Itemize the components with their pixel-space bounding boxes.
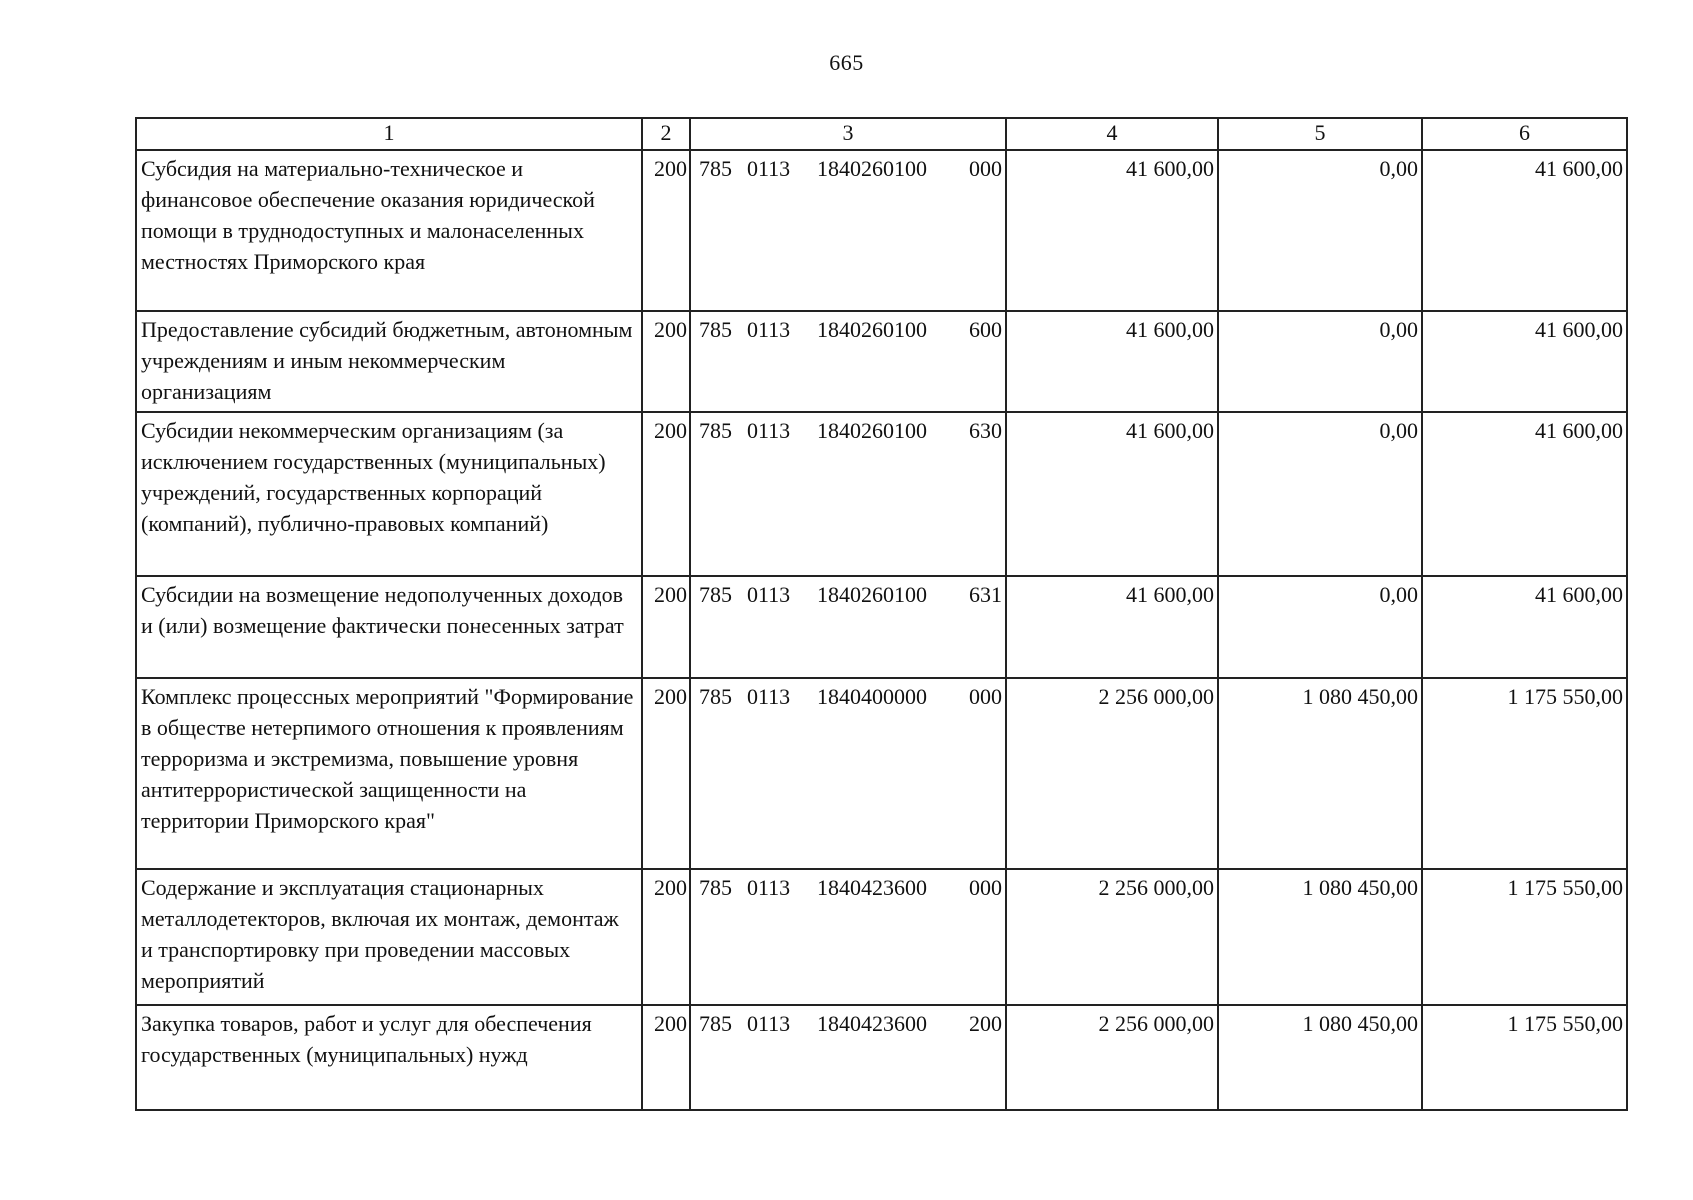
item-name: Субсидии некоммерческим организациям (за исключением государственных (муниципальных) учреждений, государственных корпораций (компаний), публично-правовых компаний) — [136, 412, 642, 576]
section-code: 200 — [642, 869, 690, 1005]
rz-code: 0113 — [747, 1011, 791, 1036]
csr-code: 1840423600 — [817, 1011, 927, 1036]
amount-col-4: 2 256 000,00 — [1006, 678, 1218, 869]
rz-code: 0113 — [747, 582, 791, 607]
vr-code: 000 — [969, 875, 1002, 900]
page-number: 665 — [829, 50, 864, 75]
table-row — [136, 576, 1627, 678]
amount-col-4: 41 600,00 — [1006, 311, 1218, 412]
amount-col-6: 41 600,00 — [1422, 150, 1627, 311]
rz-code: 0113 — [747, 684, 791, 709]
section-code: 200 — [642, 150, 690, 311]
amount-col-5: 1 080 450,00 — [1218, 678, 1422, 869]
header-col-6: 6 — [1422, 118, 1627, 150]
vr-code: 630 — [969, 418, 1002, 443]
section-code: 200 — [642, 678, 690, 869]
vr-code: 631 — [969, 582, 1002, 607]
gr-code: 785 — [699, 418, 732, 443]
budget-code — [690, 678, 1006, 869]
vr-code: 000 — [969, 684, 1002, 709]
csr-code: 1840260100 — [817, 582, 927, 607]
amount-col-4: 41 600,00 — [1006, 412, 1218, 576]
table-row — [136, 412, 1627, 576]
table-row — [136, 150, 1627, 311]
amount-col-6: 41 600,00 — [1422, 311, 1627, 412]
csr-code: 1840400000 — [817, 684, 927, 709]
budget-code — [690, 311, 1006, 412]
header-row — [136, 118, 1627, 150]
budget-code — [690, 869, 1006, 1005]
header-col-5: 5 — [1218, 118, 1422, 150]
amount-col-5: 0,00 — [1218, 150, 1422, 311]
amount-col-6: 1 175 550,00 — [1422, 869, 1627, 1005]
amount-col-4: 2 256 000,00 — [1006, 1005, 1218, 1110]
gr-code: 785 — [699, 1011, 732, 1036]
amount-col-5: 0,00 — [1218, 412, 1422, 576]
amount-col-6: 41 600,00 — [1422, 412, 1627, 576]
amount-col-6: 41 600,00 — [1422, 576, 1627, 678]
item-name: Комплекс процессных мероприятий "Формирование в обществе нетерпимого отношения к проявлениям терроризма и экстремизма, повышение уровня антитеррористической защищенности на территории Приморского края" — [136, 678, 642, 869]
amount-col-5: 1 080 450,00 — [1218, 869, 1422, 1005]
amount-col-5: 0,00 — [1218, 576, 1422, 678]
header-col-4: 4 — [1006, 118, 1218, 150]
amount-col-6: 1 175 550,00 — [1422, 678, 1627, 869]
item-name: Субсидии на возмещение недополученных доходов и (или) возмещение фактически понесенных затрат — [136, 576, 642, 678]
gr-code: 785 — [699, 875, 732, 900]
budget-code — [690, 150, 1006, 311]
amount-col-4: 41 600,00 — [1006, 576, 1218, 678]
item-name: Предоставление субсидий бюджетным, автономным учреждениям и иным некоммерческим организациям — [136, 311, 642, 412]
budget-code — [690, 576, 1006, 678]
csr-code: 1840423600 — [817, 875, 927, 900]
gr-code: 785 — [699, 317, 732, 342]
item-name: Субсидия на материально-техническое и финансовое обеспечение оказания юридической помощи в труднодоступных и малонаселенных местностях Приморского края — [136, 150, 642, 311]
rz-code: 0113 — [747, 156, 791, 181]
budget-code — [690, 412, 1006, 576]
amount-col-5: 0,00 — [1218, 311, 1422, 412]
amount-col-4: 2 256 000,00 — [1006, 869, 1218, 1005]
header-col-1: 1 — [136, 118, 642, 150]
vr-code: 600 — [969, 317, 1002, 342]
table-row — [136, 311, 1627, 412]
header-col-3: 3 — [690, 118, 1006, 150]
amount-col-5: 1 080 450,00 — [1218, 1005, 1422, 1110]
section-code: 200 — [642, 576, 690, 678]
rz-code: 0113 — [747, 418, 791, 443]
amount-col-4: 41 600,00 — [1006, 150, 1218, 311]
vr-code: 000 — [969, 156, 1002, 181]
gr-code: 785 — [699, 156, 732, 181]
rz-code: 0113 — [747, 875, 791, 900]
budget-table — [135, 117, 1628, 1111]
csr-code: 1840260100 — [817, 317, 927, 342]
gr-code: 785 — [699, 582, 732, 607]
item-name: Содержание и эксплуатация стационарных металлодетекторов, включая их монтаж, демонтаж и транспортировку при проведении массовых мероприятий — [136, 869, 642, 1005]
gr-code: 785 — [699, 684, 732, 709]
item-name: Закупка товаров, работ и услуг для обеспечения государственных (муниципальных) нужд — [136, 1005, 642, 1110]
section-code: 200 — [642, 1005, 690, 1110]
amount-col-6: 1 175 550,00 — [1422, 1005, 1627, 1110]
budget-code — [690, 1005, 1006, 1110]
table-row — [136, 678, 1627, 869]
csr-code: 1840260100 — [817, 418, 927, 443]
rz-code: 0113 — [747, 317, 791, 342]
table-row — [136, 1005, 1627, 1110]
section-code: 200 — [642, 311, 690, 412]
csr-code: 1840260100 — [817, 156, 927, 181]
section-code: 200 — [642, 412, 690, 576]
table-row — [136, 869, 1627, 1005]
header-col-2: 2 — [642, 118, 690, 150]
vr-code: 200 — [969, 1011, 1002, 1036]
